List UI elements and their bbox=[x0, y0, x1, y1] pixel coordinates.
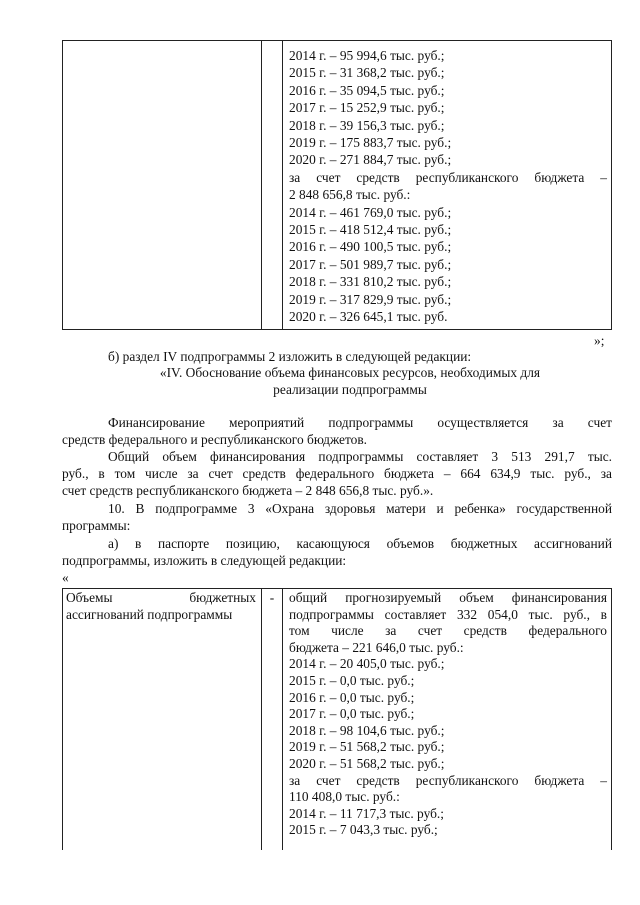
funding-line: 2019 г. – 51 568,2 тыс. руб.; bbox=[289, 739, 445, 755]
section-heading-line1: «IV. Обоснование объема финансовых ресурсов, необходимых для bbox=[159, 365, 541, 380]
funding-line: 2018 г. – 39 156,3 тыс. руб.; bbox=[289, 117, 445, 133]
paragraph-item10-line1: 10. В подпрограмме 3 «Охрана здоровья матери и ребенка» государственной bbox=[108, 501, 612, 516]
paragraph-total-line2: руб., в том числе за счет средств федерального бюджета – 664 634,9 тыс. руб., за bbox=[62, 466, 612, 481]
funding-line: 2 848 656,8 тыс. руб.: bbox=[289, 187, 411, 203]
closing-quote: »; bbox=[594, 333, 605, 348]
paragraph-financing-line1: Финансирование мероприятий подпрограммы осуществляется за счет bbox=[108, 415, 612, 430]
funding-line: том числе за счет средств федерального bbox=[289, 623, 607, 639]
funding-line: 2017 г. – 0,0 тыс. руб.; bbox=[289, 706, 415, 722]
funding-line: 2016 г. – 0,0 тыс. руб.; bbox=[289, 689, 415, 705]
dash-mark: - bbox=[269, 590, 275, 605]
funding-line: 2014 г. – 461 769,0 тыс. руб.; bbox=[289, 204, 452, 220]
funding-line: 2016 г. – 35 094,5 тыс. руб.; bbox=[289, 82, 445, 98]
funding-line: бюджета – 221 646,0 тыс. руб.: bbox=[289, 639, 464, 655]
table-cell-funding-values bbox=[283, 41, 612, 330]
funding-line: 2015 г. – 0,0 тыс. руб.; bbox=[289, 672, 415, 688]
table-cell-empty-dash bbox=[262, 41, 283, 330]
funding-line: 2015 г. – 7 043,3 тыс. руб.; bbox=[289, 822, 438, 838]
label-line2: ассигнований подпрограммы bbox=[66, 606, 233, 622]
table-cell-dash bbox=[262, 589, 283, 851]
funding-line: за счет средств республиканского бюджета – bbox=[289, 772, 607, 788]
table-cell-funding-values bbox=[283, 589, 612, 851]
funding-line: 2015 г. – 418 512,4 тыс. руб.; bbox=[289, 222, 452, 238]
funding-line: 2017 г. – 501 989,7 тыс. руб.; bbox=[289, 256, 452, 272]
funding-line: 2016 г. – 490 100,5 тыс. руб.; bbox=[289, 239, 452, 255]
section-heading-line2: реализации подпрограммы bbox=[273, 382, 427, 397]
funding-line: 2014 г. – 11 717,3 тыс. руб.; bbox=[289, 805, 444, 821]
funding-line: 2015 г. – 31 368,2 тыс. руб.; bbox=[289, 65, 445, 81]
funding-line: 2019 г. – 175 883,7 тыс. руб.; bbox=[289, 135, 452, 151]
paragraph-item-a-line1: а) в паспорте позицию, касающуюся объемов бюджетных ассигнований bbox=[108, 536, 612, 551]
item-b-text: б) раздел IV подпрограммы 2 изложить в следующей редакции: bbox=[108, 349, 472, 364]
funding-line: за счет средств республиканского бюджета – bbox=[289, 169, 607, 185]
funding-line: 110 408,0 тыс. руб.: bbox=[289, 789, 400, 805]
funding-line: 2014 г. – 20 405,0 тыс. руб.; bbox=[289, 656, 445, 672]
funding-line: 2017 г. – 15 252,9 тыс. руб.; bbox=[289, 100, 445, 116]
funding-line: 2019 г. – 317 829,9 тыс. руб.; bbox=[289, 291, 452, 307]
funding-table-continued bbox=[62, 40, 612, 330]
paragraph-item-a-line2: подпрограммы, изложить в следующей редакции: bbox=[62, 553, 347, 568]
funding-line: общий прогнозируемый объем финансирования bbox=[289, 590, 607, 605]
funding-line: 2018 г. – 331 810,2 тыс. руб.; bbox=[289, 274, 452, 290]
funding-line: 2014 г. – 95 994,6 тыс. руб.; bbox=[289, 48, 445, 63]
paragraph-financing-line2: средств федерального и республиканского бюджетов. bbox=[62, 432, 368, 447]
paragraph-total-line3: счет средств республиканского бюджета – 2 848 656,8 тыс. руб.». bbox=[62, 483, 434, 498]
table-cell-label bbox=[63, 589, 262, 851]
funding-line: 2018 г. – 98 104,6 тыс. руб.; bbox=[289, 722, 445, 738]
funding-line: подпрограммы составляет 332 054,0 тыс. руб., в bbox=[289, 606, 607, 622]
paragraph-total-line1: Общий объем финансирования подпрограммы составляет 3 513 291,7 тыс. bbox=[108, 449, 612, 464]
table-cell-empty-label bbox=[63, 41, 262, 330]
paragraph-item10-line2: программы: bbox=[62, 518, 131, 533]
funding-line: 2020 г. – 271 884,7 тыс. руб.; bbox=[289, 152, 452, 168]
funding-line: 2020 г. – 51 568,2 тыс. руб.; bbox=[289, 755, 445, 771]
budget-allocations-table bbox=[62, 588, 612, 850]
label-line1: Объемы бюджетных bbox=[66, 590, 256, 605]
funding-line: 2020 г. – 326 645,1 тыс. руб. bbox=[289, 309, 448, 325]
opening-quote: « bbox=[62, 570, 69, 585]
